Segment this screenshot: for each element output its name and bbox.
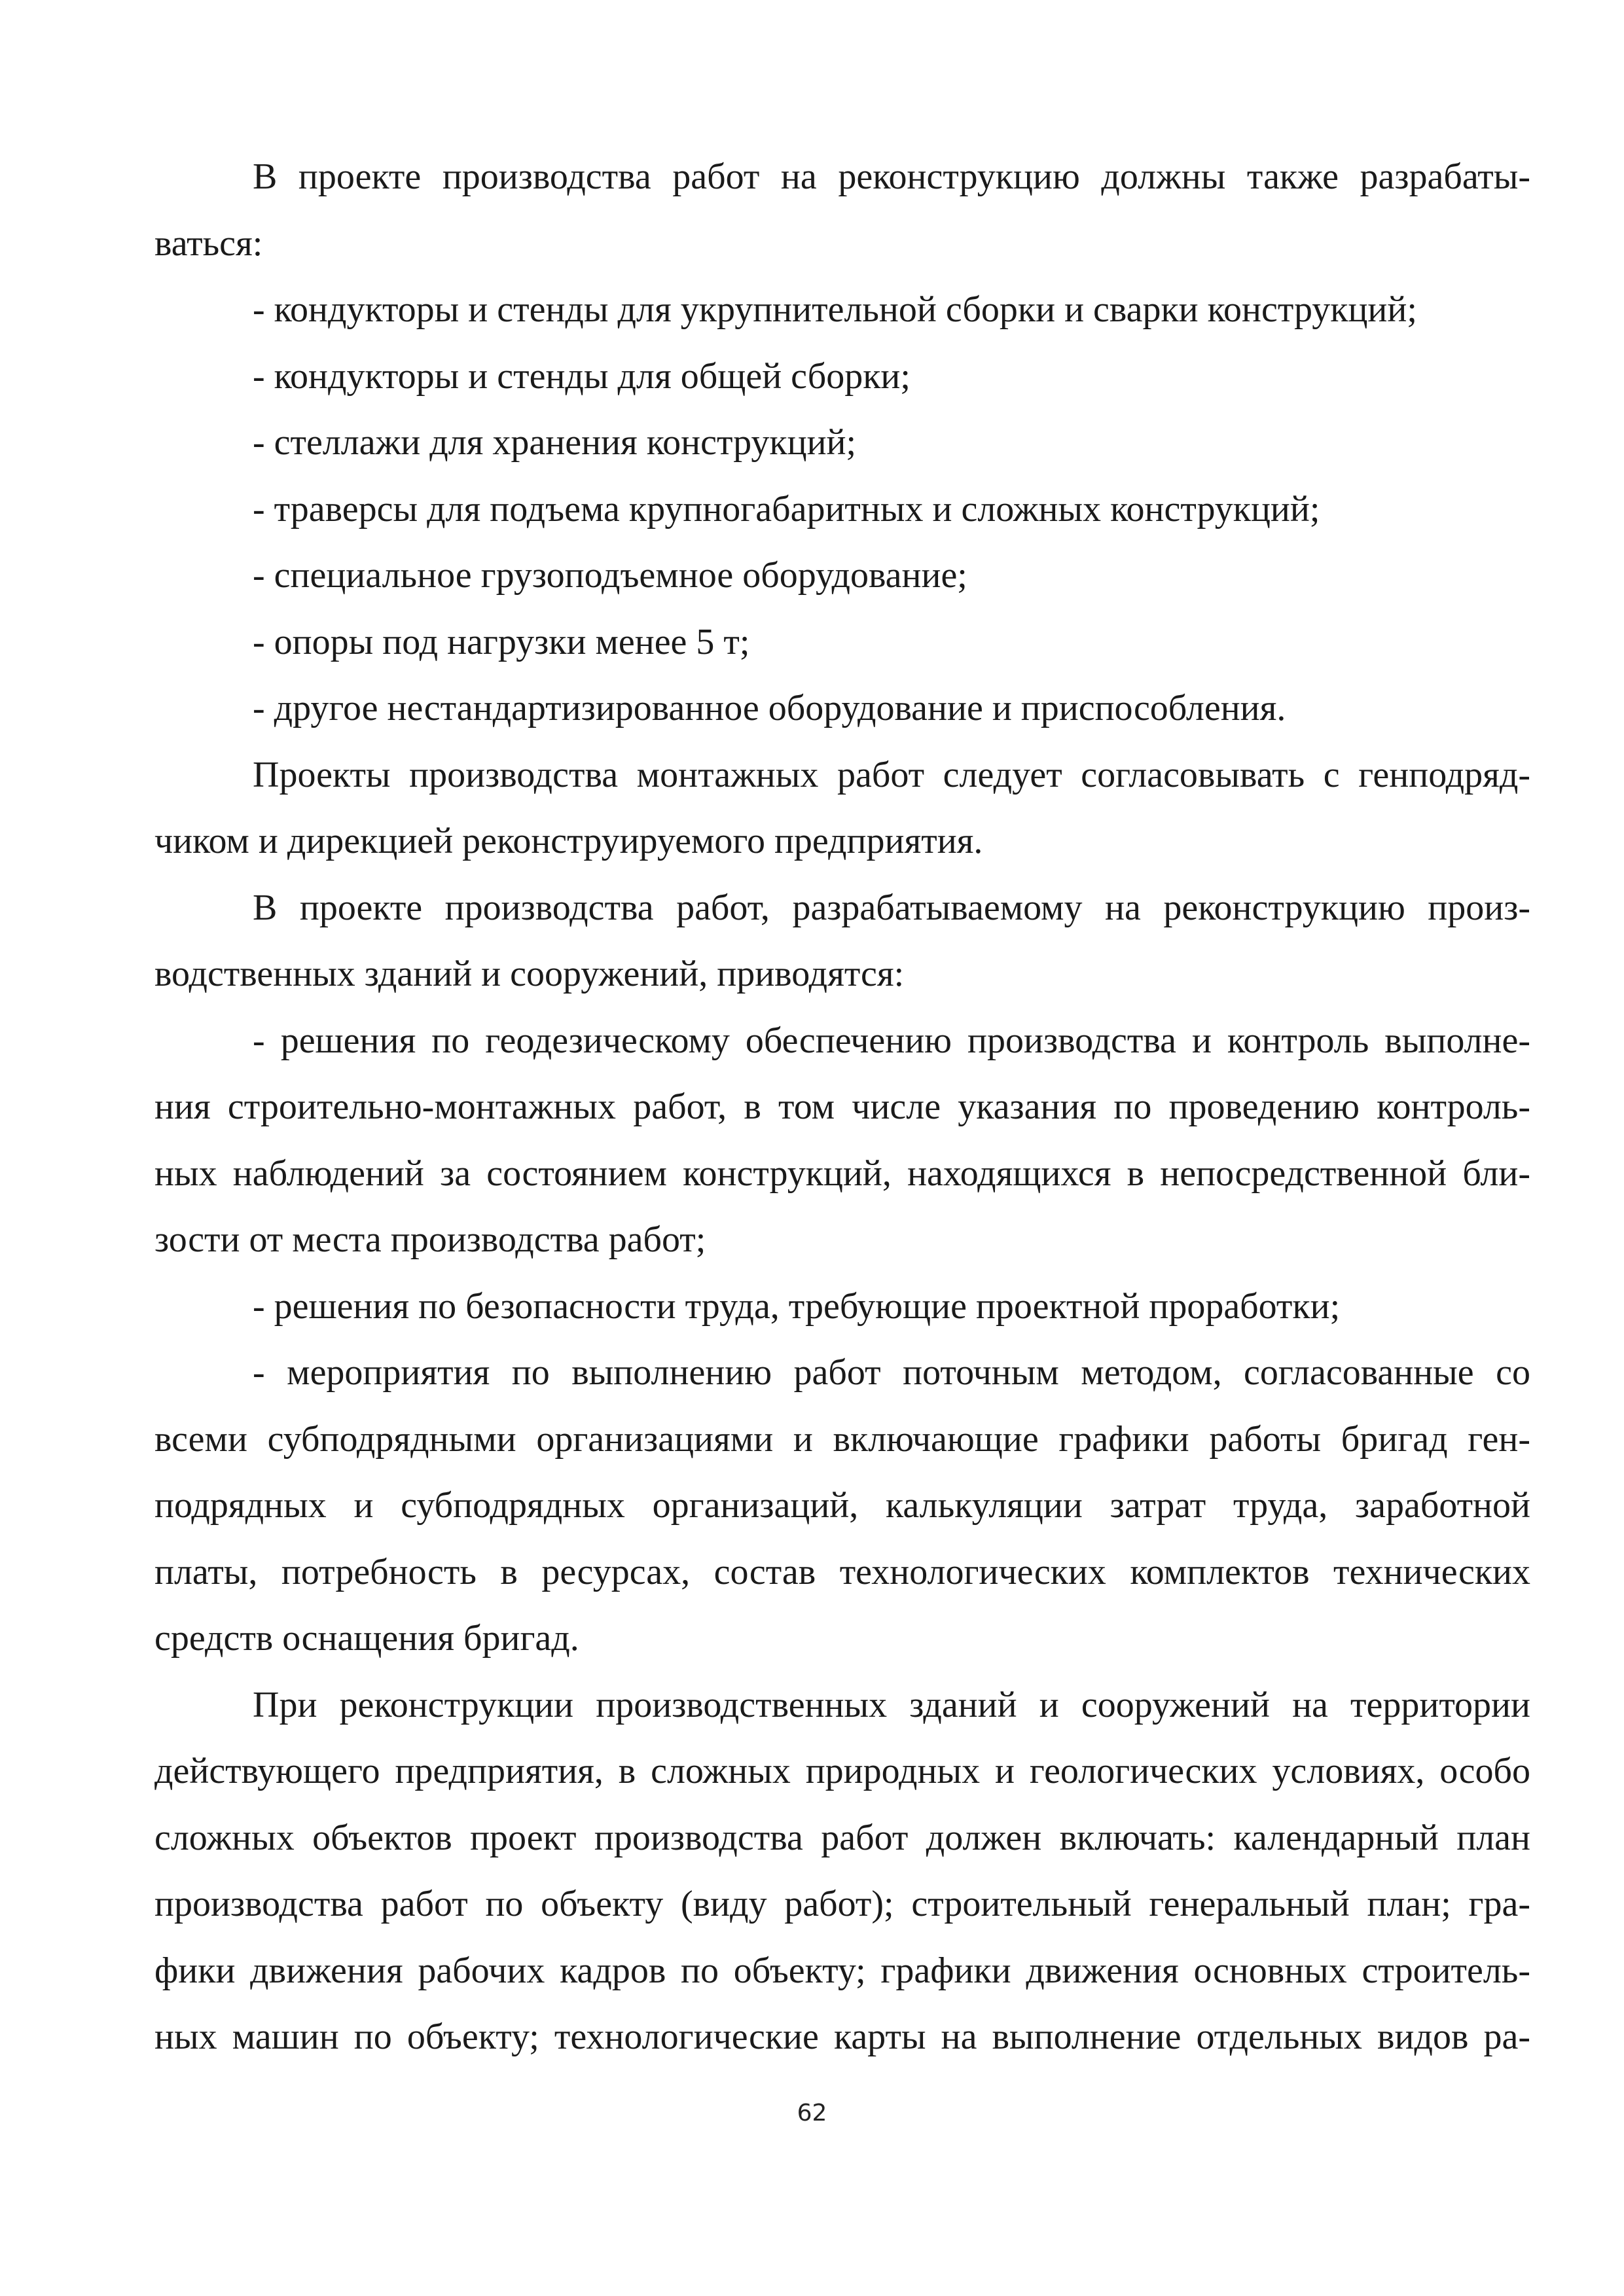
text-line: водственных зданий и сооружений, приводятся: [154, 954, 905, 994]
text-line: производства работ по объекту (виду работ); строительный генеральный план; гра- [154, 1884, 1530, 1924]
list-item: - стеллажи для хранения конструкций; [253, 422, 857, 463]
text-line: действующего предприятия, в сложных природных и геологических условиях, особо [154, 1751, 1530, 1791]
list-item: - решения по безопасности труда, требующие проектной проработки; [253, 1285, 1341, 1327]
text-line: фики движения рабочих кадров по объекту; графики движения основных строитель- [154, 1950, 1530, 1991]
list-item: - решения по геодезическому обеспечению производства и контроль выполне- [253, 1020, 1530, 1061]
list-item: - кондукторы и стенды для общей сборки; [253, 355, 911, 397]
page-number: 62 [797, 2100, 827, 2126]
text-line: чиком и дирекцией реконструируемого предприятия. [154, 821, 983, 861]
text-line: ных машин по объекту; технологические карты на выполнение отдельных видов ра- [154, 2017, 1530, 2057]
list-item: - мероприятия по выполнению работ поточным методом, согласованные со [253, 1352, 1530, 1393]
text-line: Проекты производства монтажных работ следует согласовывать с генподряд- [253, 754, 1530, 795]
text-line: ных наблюдений за состоянием конструкций, находящихся в непосредственной бли- [154, 1153, 1530, 1194]
text-line: сложных объектов проект производства работ должен включать: календарный план [154, 1817, 1530, 1858]
text-line: всеми субподрядными организациями и включающие графики работы бригад ген- [154, 1418, 1530, 1460]
text-line: зости от места производства работ; [154, 1219, 706, 1260]
list-item: - траверсы для подъема крупногабаритных и сложных конструкций; [253, 488, 1320, 529]
list-item: - кондукторы и стенды для укрупнительной сборки и сварки конструкций; [253, 289, 1417, 330]
text-line: платы, потребность в ресурсах, состав технологических комплектов технических [154, 1551, 1530, 1592]
text-line: ния строительно-монтажных работ, в том числе указания по проведению контроль- [154, 1086, 1530, 1127]
body-text [154, 144, 1530, 2071]
text-line: При реконструкции производственных зданий и сооружений на территории [253, 1684, 1530, 1725]
text-line: В проекте производства работ на реконструкцию должны также разрабаты- [253, 156, 1530, 197]
list-item: - опоры под нагрузки менее 5 т; [253, 621, 750, 662]
text-line: ваться: [154, 223, 263, 264]
text-line: подрядных и субподрядных организаций, калькуляции затрат труда, заработной [154, 1485, 1530, 1526]
text-line: средств оснащения бригад. [154, 1618, 579, 1659]
list-item: - специальное грузоподъемное оборудование; [253, 555, 967, 596]
text-line: В проекте производства работ, разрабатываемому на реконструкцию произ- [253, 887, 1530, 928]
list-item: - другое нестандартизированное оборудование и приспособления. [253, 688, 1286, 728]
